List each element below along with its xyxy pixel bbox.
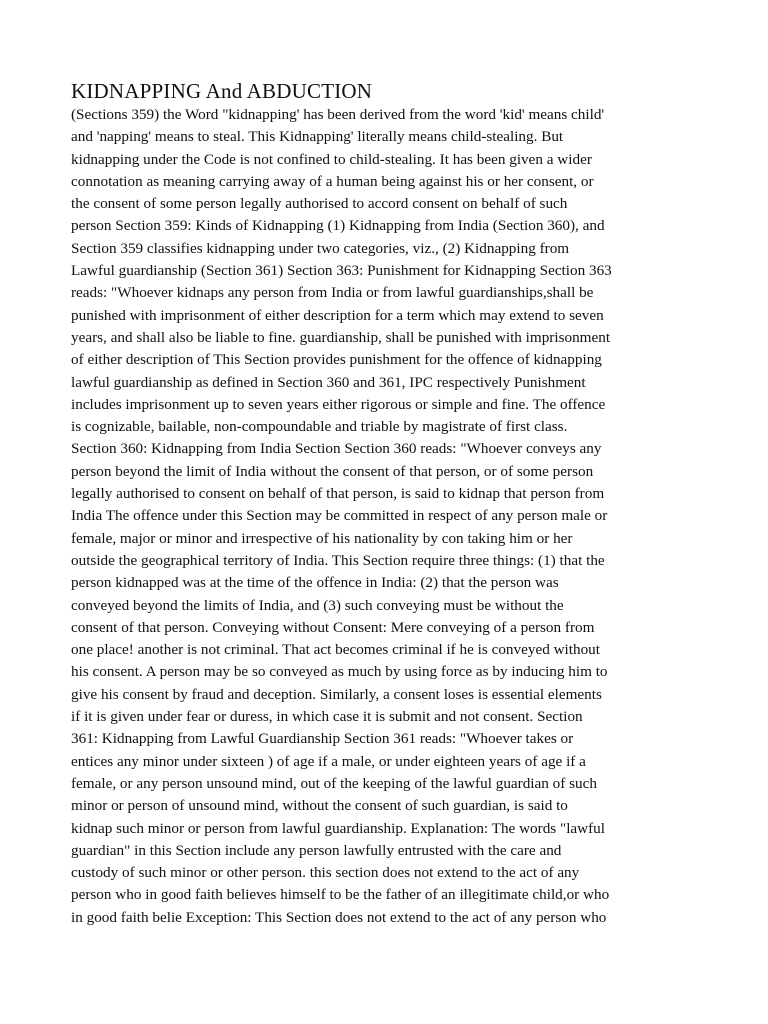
- body-line: of either description of This Section provides punishment for the offence of kidnapping: [71, 351, 602, 369]
- body-line: reads: "Whoever kidnaps any person from India or from lawful guardianships,shall be: [71, 284, 594, 302]
- body-line: person kidnapped was at the time of the offence in India: (2) that the person was: [71, 574, 559, 592]
- body-line: person Section 359: Kinds of Kidnapping (1) Kidnapping from India (Section 360), and: [71, 217, 605, 235]
- document-body: [71, 104, 711, 929]
- body-line: includes imprisonment up to seven years either rigorous or simple and fine. The offence: [71, 395, 606, 413]
- body-line: 361: Kidnapping from Lawful Guardianship Section 361 reads: "Whoever takes or: [71, 730, 574, 748]
- body-line: in good faith belie Exception: This Section does not extend to the act of any person who: [71, 908, 607, 926]
- body-line: Section 360: Kidnapping from India Section Section 360 reads: "Whoever conveys any: [71, 440, 602, 458]
- body-line: guardian" in this Section include any person lawfully entrusted with the care and: [71, 841, 562, 859]
- body-line: minor or person of unsound mind, without the consent of such guardian, is said to: [71, 797, 568, 815]
- body-line: conveyed beyond the limits of India, and (3) such conveying must be without the: [71, 596, 564, 614]
- body-line: entices any minor under sixteen ) of age if a male, or under eighteen years of age if a: [71, 752, 586, 770]
- body-line: one place! another is not criminal. That act becomes criminal if he is conveyed without: [71, 641, 600, 659]
- body-line: person beyond the limit of India without the consent of that person, or of some person: [71, 462, 594, 480]
- body-line: female, major or minor and irrespective of his nationality by con taking him or her: [71, 529, 573, 547]
- body-line: custody of such minor or other person. this section does not extend to the act of any: [71, 864, 580, 882]
- body-line: is cognizable, bailable, non-compoundable and triable by magistrate of first class.: [71, 418, 568, 436]
- body-line: kidnap such minor or person from lawful guardianship. Explanation: The words "lawful: [71, 819, 605, 837]
- body-line: outside the geographical territory of India. This Section require three things: (1) that the: [71, 551, 605, 569]
- body-line: consent of that person. Conveying without Consent: Mere conveying of a person from: [71, 618, 595, 636]
- body-line: and 'napping' means to steal. This Kidnapping' literally means child-stealing. But: [71, 128, 564, 146]
- body-line: connotation as meaning carrying away of a human being against his or her consent, or: [71, 172, 594, 190]
- body-line: India The offence under this Section may be committed in respect of any person male or: [71, 507, 608, 525]
- body-line: legally authorised to consent on behalf of that person, is said to kidnap that person from: [71, 485, 605, 503]
- body-line: (Sections 359) the Word "kidnapping' has been derived from the word 'kid' means child': [71, 106, 605, 123]
- body-line: his consent. A person may be so conveyed as much by using force as by inducing him to: [71, 663, 608, 681]
- body-line: punished with imprisonment of either description for a term which may extend to seven: [71, 306, 604, 324]
- body-line: lawful guardianship as defined in Section 360 and 361, IPC respectively Punishment: [71, 373, 586, 391]
- body-line: give his consent by fraud and deception. Similarly, a consent loses is essential elements: [71, 685, 602, 703]
- body-line: Section 359 classifies kidnapping under two categories, viz., (2) Kidnapping from: [71, 239, 570, 257]
- body-line: kidnapping under the Code is not confined to child-stealing. It has been given a wider: [71, 150, 592, 168]
- body-line: person who in good faith believes himself to be the father of an illegitimate child,or who: [71, 886, 610, 904]
- body-line: the consent of some person legally authorised to accord consent on behalf of such: [71, 195, 568, 213]
- body-line: if it is given under fear or duress, in which case it is submit and not consent. Section: [71, 708, 583, 726]
- body-line: years, and shall also be liable to fine. guardianship, shall be punished with imprisonment: [71, 328, 611, 346]
- body-line: female, or any person unsound mind, out of the keeping of the lawful guardian of such: [71, 774, 597, 792]
- body-line: Lawful guardianship (Section 361) Section 363: Punishment for Kidnapping Section 363: [71, 262, 612, 280]
- document-title: KIDNAPPING And ABDUCTION: [71, 79, 373, 103]
